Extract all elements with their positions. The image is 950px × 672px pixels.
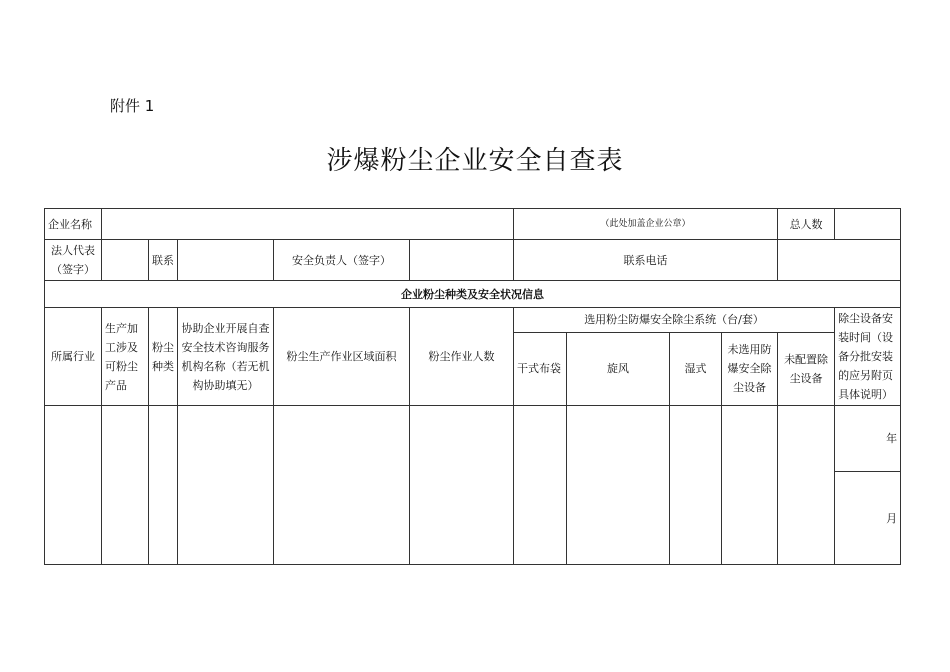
header-no-equipment: 未配置除尘设备	[778, 332, 835, 405]
consult-org-field[interactable]	[178, 406, 274, 565]
not-explosion-proof-field[interactable]	[722, 406, 778, 565]
dry-bag-field[interactable]	[514, 406, 567, 565]
no-equipment-field[interactable]	[778, 406, 835, 565]
header-cyclone: 旋风	[567, 332, 670, 405]
header-system-group: 选用粉尘防爆安全除尘系统（台/套）	[514, 308, 835, 333]
legal-rep-label: 法人代表（签字）	[45, 240, 102, 281]
attachment-label: 附件 1	[110, 97, 155, 115]
company-name-field[interactable]	[102, 209, 514, 240]
self-inspection-table	[44, 208, 901, 565]
header-wet: 湿式	[670, 332, 722, 405]
cyclone-field[interactable]	[567, 406, 670, 565]
row-section-header	[45, 281, 901, 308]
header-industry: 所属行业	[45, 308, 102, 406]
row-headers-1	[45, 308, 901, 333]
total-staff-field[interactable]	[835, 209, 901, 240]
company-name-label: 企业名称	[45, 209, 102, 240]
row-company-name	[45, 209, 901, 240]
safety-officer-label: 安全负责人（签字）	[274, 240, 410, 281]
header-dry-bag: 干式布袋	[514, 332, 567, 405]
contact-label: 联系	[149, 240, 178, 281]
install-month-field[interactable]: 月	[835, 472, 901, 565]
row-data-1	[45, 406, 901, 472]
industry-field[interactable]	[45, 406, 102, 565]
header-not-explosion-proof: 未选用防爆安全除尘设备	[722, 332, 778, 405]
dust-type-field[interactable]	[149, 406, 178, 565]
header-consult-org: 协助企业开展自查安全技术咨询服务机构名称（若无机构协助填无）	[178, 308, 274, 406]
row-contacts	[45, 240, 901, 281]
seal-note: （此处加盖企业公章）	[514, 209, 778, 240]
wet-field[interactable]	[670, 406, 722, 565]
workers-field[interactable]	[410, 406, 514, 565]
total-staff-label: 总人数	[778, 209, 835, 240]
phone-label: 联系电话	[514, 240, 778, 281]
contact-field[interactable]	[178, 240, 274, 281]
products-field[interactable]	[102, 406, 149, 565]
header-dust-type: 粉尘种类	[149, 308, 178, 406]
safety-officer-signature-field[interactable]	[410, 240, 514, 281]
area-field[interactable]	[274, 406, 410, 565]
phone-field[interactable]	[778, 240, 901, 281]
page-title: 涉爆粉尘企业安全自查表	[326, 146, 624, 176]
header-area: 粉尘生产作业区域面积	[274, 308, 410, 406]
header-workers: 粉尘作业人数	[410, 308, 514, 406]
header-install-time: 除尘设备安装时间（设备分批安装的应另附页具体说明）	[835, 308, 901, 406]
install-year-field[interactable]: 年	[835, 406, 901, 472]
section-header: 企业粉尘种类及安全状况信息	[45, 281, 901, 308]
header-products: 生产加工涉及可粉尘产品	[102, 308, 149, 406]
legal-rep-signature-field[interactable]	[102, 240, 149, 281]
